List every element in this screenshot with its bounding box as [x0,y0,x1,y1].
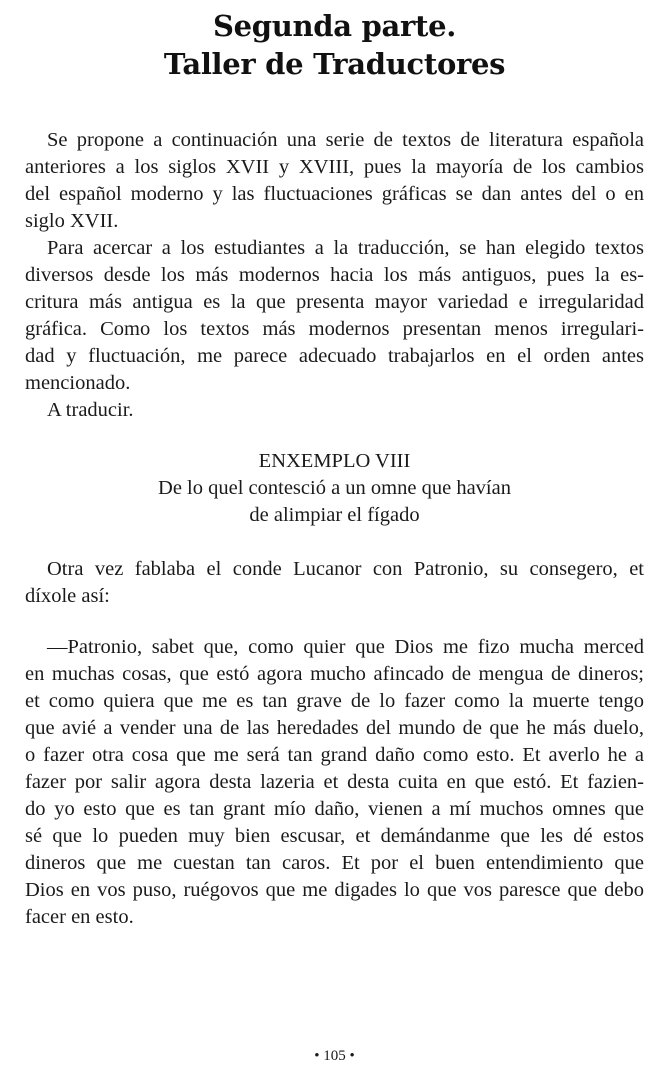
intro-p1-line: anteriores a los siglos XVII y XVIII, pues la mayoría de los cambios [25,156,644,178]
intro-p1-line: siglo XVII. [25,210,119,232]
exemplum-p2-line: —Patronio, sabet que, como quier que Dios me fizo mucha merced [47,636,644,658]
exemplum-p2-line: Dios en vos puso, ruégovos que me digades lo que vos paresce que debo [25,879,644,901]
section-title-line-2: Taller de Traductores [163,47,506,81]
section-title-line-1: Segunda parte. [212,9,457,43]
intro-p3-line: A traducir. [47,399,134,421]
exemplum-p2-line: dineros que me cuestan tan caros. Et por el buen entendimiento que [25,852,644,874]
exemplum-p2-line: do yo esto que es tan grant mío daño, vienen a mí muchos omnes que [25,798,644,820]
exemplum-p2-line: o fazer otra cosa que me será tan grand daño como esto. Et averlo he a [25,744,644,766]
exemplum-p2-line: que avié a vender una de las heredades del mundo de que he más duelo, [25,717,644,739]
intro-p1-line: Se propone a continuación una serie de textos de literatura española [47,129,644,151]
exemplum-p2-line: sé que lo pueden muy bien escusar, et demándanme que les dé estos [25,825,644,847]
exemplum-heading: ENXEMPLO VIII [258,450,411,472]
exemplum-subtitle-line-1: De lo quel contesció a un omne que havían [158,477,511,499]
intro-p2-line: Para acercar a los estudiantes a la traducción, se han elegido textos [47,237,644,259]
intro-p2-line: dad y fluctuación, me parece adecuado trabajarlos en el orden antes [25,345,644,367]
exemplum-p2-line: en muchas cosas, que estó agora mucho afincado de mengua de dineros; [25,663,644,685]
exemplum-subtitle-line-2: de alimpiar el fígado [249,504,420,526]
page-number: • 105 • [314,1048,355,1064]
intro-p2-line: mencionado. [25,372,131,394]
intro-p1-line: del español moderno y las fluctuaciones gráficas se dan antes del o en [25,183,644,205]
exemplum-p2-line: et como quiera que me es tan grave de lo fazer como la muerte tengo [25,690,644,712]
exemplum-p1-line: Otra vez fablaba el conde Lucanor con Patronio, su consegero, et [47,558,644,580]
exemplum-p1-line: díxole así: [25,585,110,607]
intro-p2-line: diversos desde los más modernos hacia los más antiguos, pues la es- [25,264,644,286]
intro-p2-line: gráfica. Como los textos más modernos presentan menos irregulari- [25,318,644,340]
exemplum-p2-line: fazer por salir agora desta lazeria et desta cuita en que estó. Et fazien- [25,771,644,793]
intro-p2-line: critura más antigua es la que presenta mayor variedad e irregularidad [25,291,644,313]
exemplum-p2-line: facer en esto. [25,906,134,928]
